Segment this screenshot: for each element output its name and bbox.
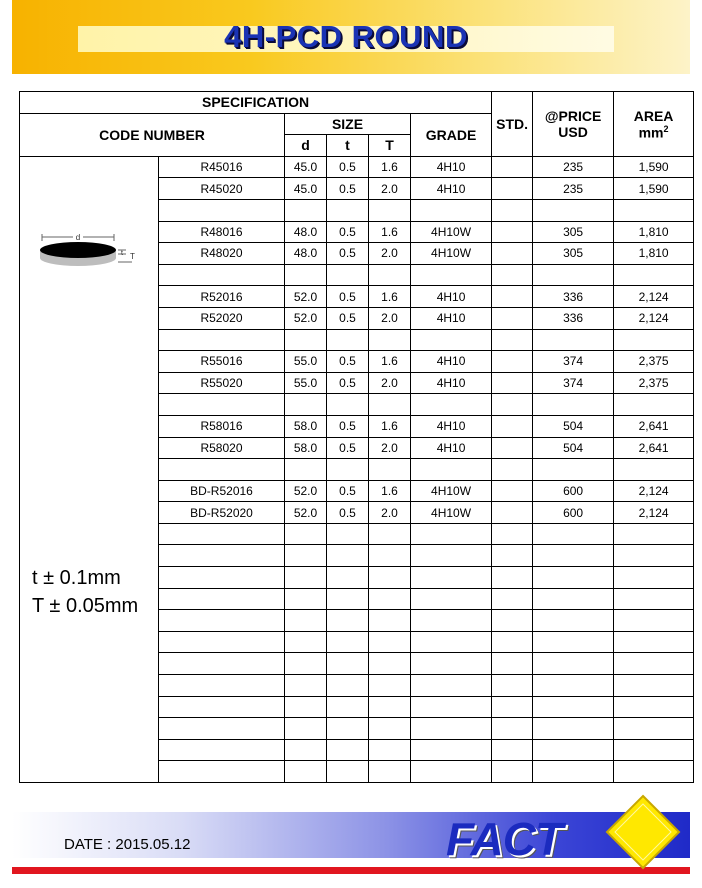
cell-d — [285, 739, 327, 761]
cell-price: 336 — [533, 286, 614, 308]
cell-grade: 4H10 — [411, 178, 492, 200]
cell-price — [533, 610, 614, 632]
cell-price — [533, 264, 614, 286]
cell-std — [492, 307, 533, 329]
cell-price: 374 — [533, 351, 614, 373]
cell-grade — [411, 718, 492, 740]
cell-d — [285, 567, 327, 589]
tolerance-T: T ± 0.05mm — [32, 594, 139, 617]
area-unit: mm — [638, 124, 664, 141]
cell-std — [492, 523, 533, 545]
cell-grade: 4H10W — [411, 243, 492, 265]
cell-T: 1.6 — [369, 221, 411, 243]
cell-t — [327, 264, 369, 286]
cell-code: R48020 — [159, 243, 285, 265]
grade-header: GRADE — [411, 113, 492, 156]
cell-std — [492, 351, 533, 373]
page-title: 4H-PCD ROUND — [224, 19, 468, 54]
cell-d: 45.0 — [285, 156, 327, 178]
cell-std — [492, 567, 533, 589]
cell-t: 0.5 — [327, 351, 369, 373]
cell-code — [159, 199, 285, 221]
cell-T — [369, 610, 411, 632]
cell-area: 2,124 — [614, 307, 694, 329]
cell-t: 0.5 — [327, 372, 369, 394]
spec-table — [19, 91, 694, 783]
cell-std — [492, 631, 533, 653]
cell-std — [492, 437, 533, 459]
cell-t: 0.5 — [327, 156, 369, 178]
cell-t — [327, 199, 369, 221]
cell-t — [327, 718, 369, 740]
cell-T: 2.0 — [369, 307, 411, 329]
cell-area: 2,124 — [614, 286, 694, 308]
cell-grade: 4H10 — [411, 351, 492, 373]
cell-t — [327, 545, 369, 567]
cell-code — [159, 610, 285, 632]
cell-grade — [411, 739, 492, 761]
cell-area — [614, 653, 694, 675]
cell-code — [159, 696, 285, 718]
cell-std — [492, 610, 533, 632]
price-label: @PRICE — [544, 107, 602, 124]
cell-t: 0.5 — [327, 221, 369, 243]
cell-d: 58.0 — [285, 415, 327, 437]
cell-d: 48.0 — [285, 221, 327, 243]
cell-d — [285, 264, 327, 286]
cell-d — [285, 459, 327, 481]
cell-std — [492, 588, 533, 610]
cell-code — [159, 459, 285, 481]
spec-table-body — [20, 156, 694, 782]
cell-price: 235 — [533, 178, 614, 200]
cell-t: 0.5 — [327, 415, 369, 437]
cell-area — [614, 567, 694, 589]
cell-price — [533, 718, 614, 740]
cell-T: 2.0 — [369, 502, 411, 524]
cell-area — [614, 739, 694, 761]
cell-std — [492, 394, 533, 416]
cell-grade: 4H10W — [411, 221, 492, 243]
cell-area: 2,124 — [614, 480, 694, 502]
cell-T — [369, 459, 411, 481]
cell-std — [492, 545, 533, 567]
cell-code — [159, 264, 285, 286]
cell-std — [492, 372, 533, 394]
cell-code: R52016 — [159, 286, 285, 308]
price-header — [533, 92, 614, 157]
cell-d — [285, 610, 327, 632]
cell-area — [614, 459, 694, 481]
cell-area: 1,590 — [614, 178, 694, 200]
cell-T — [369, 199, 411, 221]
cell-code — [159, 653, 285, 675]
cell-price — [533, 696, 614, 718]
cell-d — [285, 394, 327, 416]
cell-price: 600 — [533, 502, 614, 524]
cell-d — [285, 718, 327, 740]
cell-code — [159, 739, 285, 761]
cell-std — [492, 459, 533, 481]
cell-T: 2.0 — [369, 243, 411, 265]
cell-grade — [411, 761, 492, 783]
cell-t: 0.5 — [327, 502, 369, 524]
size-header: SIZE — [285, 113, 411, 135]
diagram-label-T: T — [130, 251, 135, 261]
cell-t — [327, 696, 369, 718]
cell-area: 2,375 — [614, 372, 694, 394]
cell-area: 1,810 — [614, 243, 694, 265]
cell-price — [533, 459, 614, 481]
cell-area — [614, 523, 694, 545]
cell-grade — [411, 567, 492, 589]
cell-area: 2,124 — [614, 502, 694, 524]
cell-grade — [411, 653, 492, 675]
cell-d — [285, 199, 327, 221]
cell-price — [533, 631, 614, 653]
cell-grade — [411, 588, 492, 610]
cell-price — [533, 567, 614, 589]
cell-t: 0.5 — [327, 286, 369, 308]
cell-T: 1.6 — [369, 351, 411, 373]
cell-price — [533, 653, 614, 675]
cell-grade: 4H10 — [411, 156, 492, 178]
cell-T: 2.0 — [369, 437, 411, 459]
cell-t — [327, 631, 369, 653]
cell-t — [327, 394, 369, 416]
area-label: AREA — [633, 107, 674, 124]
date-label: DATE : 2015.05.12 — [64, 836, 191, 853]
cell-price — [533, 675, 614, 697]
cell-T: 1.6 — [369, 286, 411, 308]
cell-grade — [411, 329, 492, 351]
cell-d: 52.0 — [285, 307, 327, 329]
illustration-cell — [20, 156, 159, 782]
area-unit-sup: 2 — [663, 123, 669, 134]
cell-code: R55016 — [159, 351, 285, 373]
cell-std — [492, 696, 533, 718]
cell-grade — [411, 675, 492, 697]
cell-code — [159, 567, 285, 589]
cell-area — [614, 394, 694, 416]
cell-grade: 4H10W — [411, 502, 492, 524]
cell-code: R52020 — [159, 307, 285, 329]
code-number-header: CODE NUMBER — [20, 113, 285, 156]
table-row — [20, 156, 694, 178]
specification-header: SPECIFICATION — [20, 92, 492, 114]
cell-std — [492, 653, 533, 675]
cell-T: 2.0 — [369, 178, 411, 200]
cell-grade — [411, 394, 492, 416]
cell-T — [369, 588, 411, 610]
cell-t: 0.5 — [327, 437, 369, 459]
cell-code: BD-R52020 — [159, 502, 285, 524]
cell-t — [327, 523, 369, 545]
d-header: d — [285, 135, 327, 157]
cell-T — [369, 653, 411, 675]
cell-d — [285, 696, 327, 718]
cell-t — [327, 459, 369, 481]
cell-T — [369, 567, 411, 589]
cell-d: 55.0 — [285, 372, 327, 394]
cell-code — [159, 329, 285, 351]
cell-grade — [411, 459, 492, 481]
cell-price: 504 — [533, 415, 614, 437]
diamond-logo-icon — [605, 794, 681, 870]
cell-t: 0.5 — [327, 178, 369, 200]
cell-d — [285, 588, 327, 610]
T-header: T — [369, 135, 411, 157]
cell-t — [327, 567, 369, 589]
cell-area — [614, 264, 694, 286]
cell-d — [285, 761, 327, 783]
cell-grade — [411, 631, 492, 653]
cell-area — [614, 718, 694, 740]
cell-T: 1.6 — [369, 480, 411, 502]
cell-price — [533, 394, 614, 416]
cell-t: 0.5 — [327, 480, 369, 502]
cell-price: 374 — [533, 372, 614, 394]
cell-grade — [411, 696, 492, 718]
cell-t — [327, 739, 369, 761]
cell-code: R45020 — [159, 178, 285, 200]
cell-T — [369, 329, 411, 351]
cell-area — [614, 329, 694, 351]
cell-t — [327, 610, 369, 632]
tolerance-t: t ± 0.1mm — [32, 566, 121, 589]
cell-T — [369, 264, 411, 286]
cell-grade — [411, 610, 492, 632]
cell-grade — [411, 264, 492, 286]
cell-std — [492, 199, 533, 221]
cell-grade: 4H10 — [411, 437, 492, 459]
cell-code: R48016 — [159, 221, 285, 243]
std-header: STD. — [492, 92, 533, 157]
cell-area — [614, 588, 694, 610]
cell-t: 0.5 — [327, 307, 369, 329]
cell-price: 305 — [533, 243, 614, 265]
cell-grade: 4H10 — [411, 286, 492, 308]
cell-std — [492, 502, 533, 524]
cell-std — [492, 221, 533, 243]
cell-std — [492, 761, 533, 783]
cell-std — [492, 675, 533, 697]
cell-std — [492, 718, 533, 740]
cell-price — [533, 523, 614, 545]
footer-red-line — [12, 867, 690, 874]
cell-T — [369, 696, 411, 718]
cell-code — [159, 675, 285, 697]
cell-d — [285, 631, 327, 653]
cell-code — [159, 761, 285, 783]
cell-area — [614, 610, 694, 632]
cell-T: 1.6 — [369, 156, 411, 178]
cell-area — [614, 761, 694, 783]
cell-d: 45.0 — [285, 178, 327, 200]
cell-std — [492, 739, 533, 761]
cell-code — [159, 631, 285, 653]
cell-price — [533, 588, 614, 610]
cell-std — [492, 178, 533, 200]
cell-code: R58020 — [159, 437, 285, 459]
cell-T — [369, 675, 411, 697]
cell-area: 2,641 — [614, 437, 694, 459]
cell-code — [159, 523, 285, 545]
cell-d — [285, 675, 327, 697]
cell-code: R45016 — [159, 156, 285, 178]
cell-grade: 4H10 — [411, 372, 492, 394]
cell-price: 235 — [533, 156, 614, 178]
cell-price: 305 — [533, 221, 614, 243]
cell-d — [285, 329, 327, 351]
cell-std — [492, 480, 533, 502]
cell-code: BD-R52016 — [159, 480, 285, 502]
cell-d — [285, 653, 327, 675]
cell-code — [159, 718, 285, 740]
cell-code: R58016 — [159, 415, 285, 437]
cell-t — [327, 761, 369, 783]
cell-code — [159, 588, 285, 610]
cell-T: 2.0 — [369, 372, 411, 394]
area-header — [614, 92, 694, 157]
cell-grade: 4H10 — [411, 415, 492, 437]
cell-T — [369, 739, 411, 761]
cell-d: 52.0 — [285, 480, 327, 502]
diagram-label-t: t — [121, 249, 123, 257]
cell-area — [614, 675, 694, 697]
cell-area: 1,810 — [614, 221, 694, 243]
cell-T — [369, 523, 411, 545]
cell-grade: 4H10 — [411, 307, 492, 329]
t-header: t — [327, 135, 369, 157]
diagram-label-d: d — [75, 232, 81, 242]
cell-area: 2,641 — [614, 415, 694, 437]
cell-grade — [411, 199, 492, 221]
cell-area — [614, 199, 694, 221]
cell-price — [533, 761, 614, 783]
cell-d: 52.0 — [285, 502, 327, 524]
cell-T — [369, 718, 411, 740]
cell-std — [492, 243, 533, 265]
cell-price — [533, 545, 614, 567]
cell-std — [492, 264, 533, 286]
cell-area: 2,375 — [614, 351, 694, 373]
cell-price — [533, 329, 614, 351]
cell-d: 55.0 — [285, 351, 327, 373]
cell-t — [327, 653, 369, 675]
cell-code — [159, 394, 285, 416]
cell-T — [369, 545, 411, 567]
cell-area — [614, 696, 694, 718]
fact-logo: FACT — [446, 813, 563, 865]
cell-t: 0.5 — [327, 243, 369, 265]
cell-code: R55020 — [159, 372, 285, 394]
disc-diagram-icon — [30, 229, 140, 271]
cell-T: 1.6 — [369, 415, 411, 437]
cell-price — [533, 199, 614, 221]
cell-code — [159, 545, 285, 567]
cell-d: 58.0 — [285, 437, 327, 459]
cell-std — [492, 156, 533, 178]
cell-std — [492, 286, 533, 308]
cell-area — [614, 631, 694, 653]
cell-t — [327, 588, 369, 610]
cell-d — [285, 545, 327, 567]
cell-std — [492, 415, 533, 437]
cell-t — [327, 675, 369, 697]
cell-T — [369, 631, 411, 653]
cell-price: 600 — [533, 480, 614, 502]
cell-grade — [411, 545, 492, 567]
cell-d — [285, 523, 327, 545]
cell-price: 336 — [533, 307, 614, 329]
cell-price: 504 — [533, 437, 614, 459]
cell-t — [327, 329, 369, 351]
cell-grade — [411, 523, 492, 545]
cell-T — [369, 761, 411, 783]
cell-area — [614, 545, 694, 567]
cell-price — [533, 739, 614, 761]
cell-std — [492, 329, 533, 351]
cell-T — [369, 394, 411, 416]
cell-d: 48.0 — [285, 243, 327, 265]
cell-d: 52.0 — [285, 286, 327, 308]
cell-grade: 4H10W — [411, 480, 492, 502]
cell-area: 1,590 — [614, 156, 694, 178]
price-unit: USD — [558, 123, 588, 140]
